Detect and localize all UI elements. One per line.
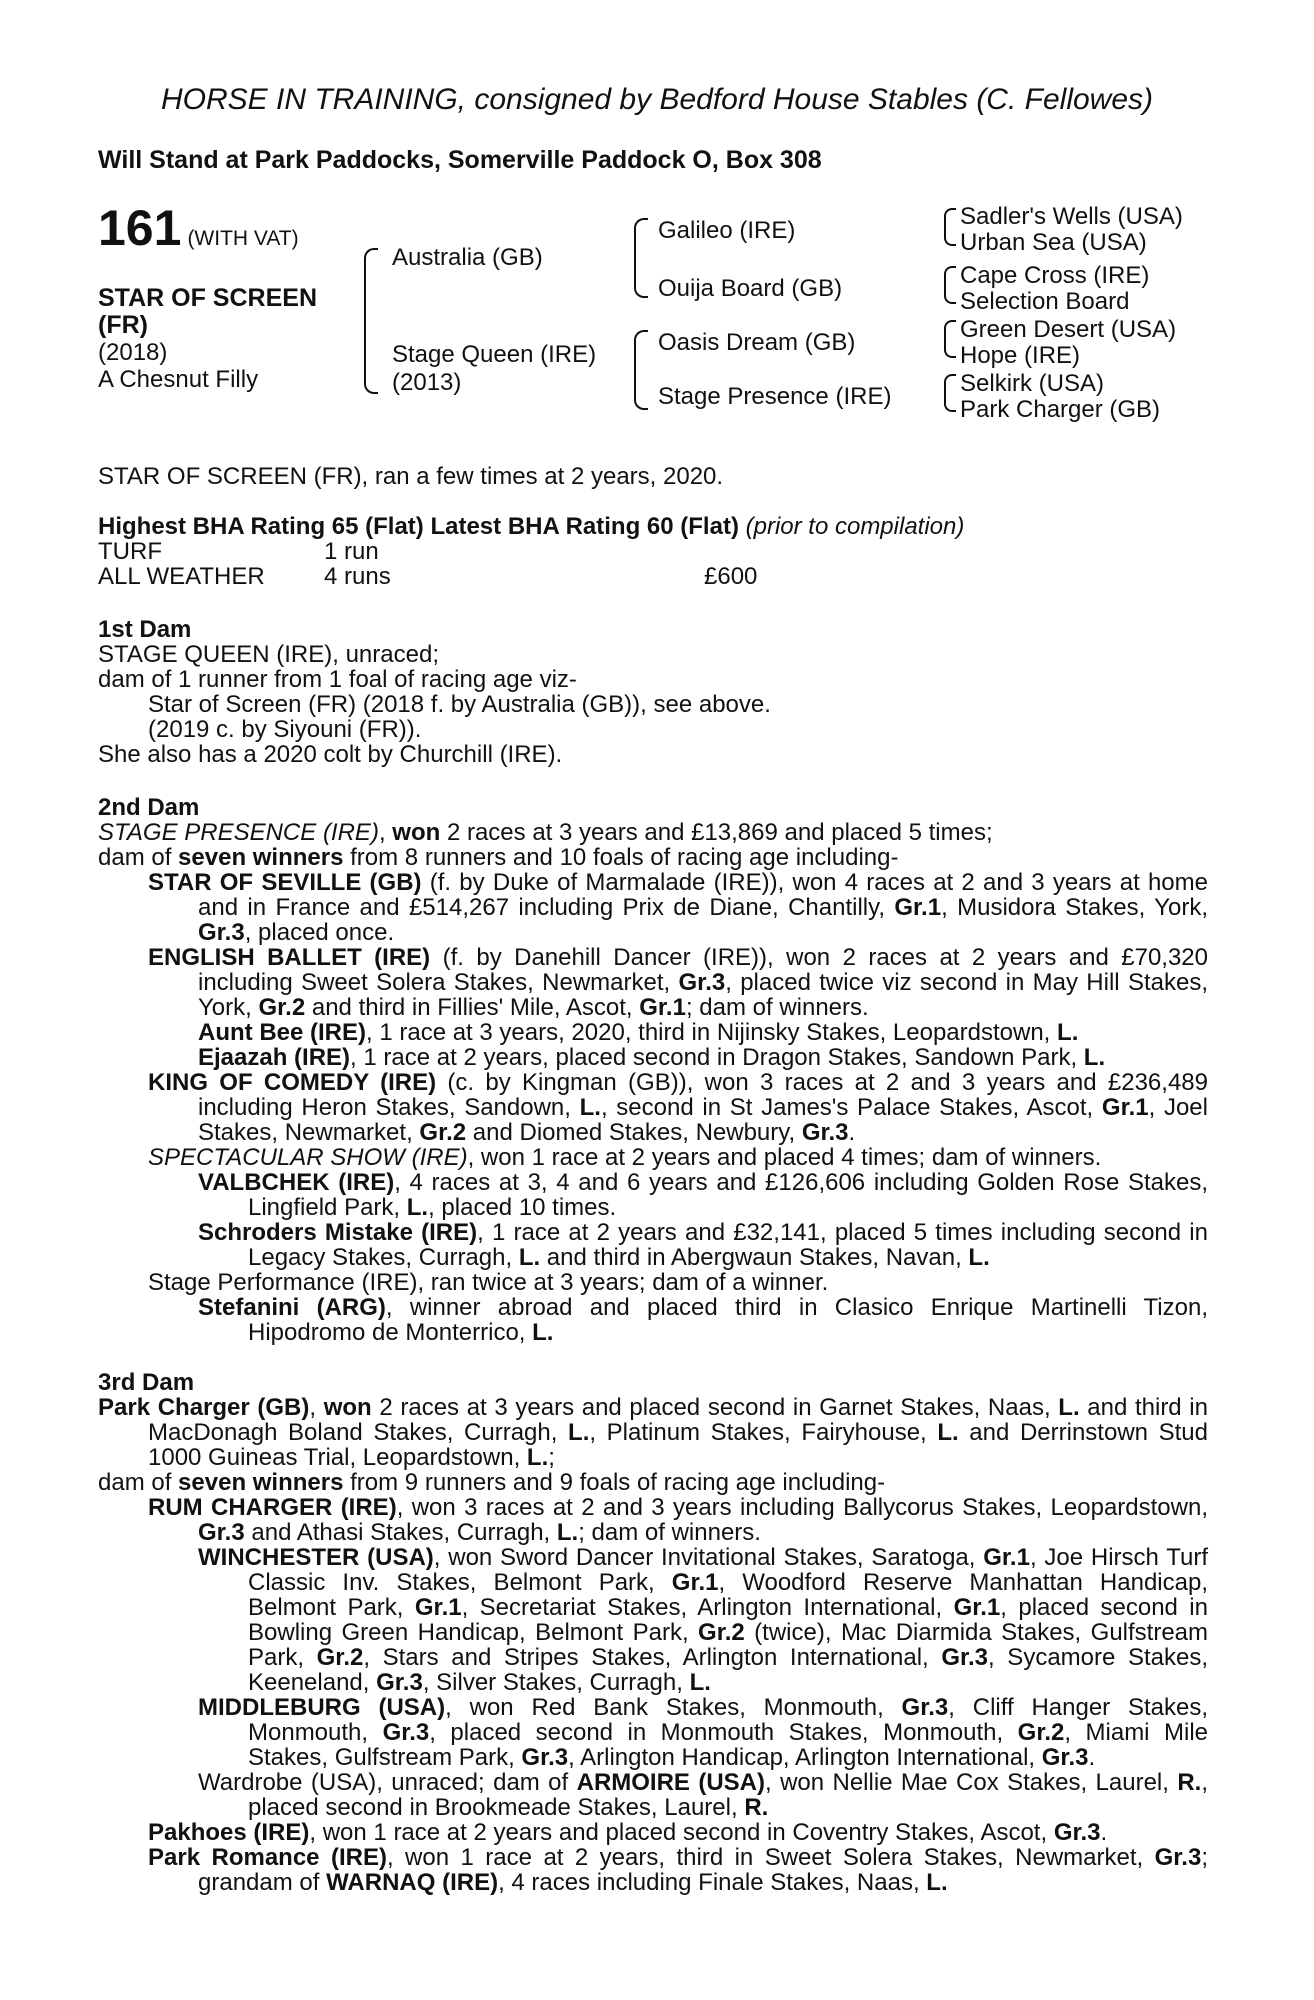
third-dam-line: Park Charger (GB), won 2 races at 3 years and placed second in Garnet Stakes, Naas, L. and third in MacDonagh Boland Stakes, Curragh, L., Platinum Stakes, Fairyhouse, L. and Derrinstown Stud 1000 Guineas Trial, Leopardstown, L.; bbox=[98, 1394, 1208, 1471]
first-dam-line: Star of Screen (FR) (2018 f. by Australia (GB)), see above. bbox=[148, 691, 771, 718]
produce-entry: Park Romance (IRE), won 1 race at 2 years, third in Sweet Solera Stakes, Newmarket, Gr.3; grandam of WARNAQ (IRE), 4 races including Finale Stakes, Naas, L. bbox=[148, 1844, 1208, 1896]
pedigree-brace-g2 bbox=[944, 266, 956, 304]
pedigree-sire-sire: Galileo (IRE) bbox=[658, 217, 796, 244]
produce-entry: Pakhoes (IRE), won 1 race at 2 years and placed second in Coventry Stakes, Ascot, Gr.3. bbox=[148, 1819, 1108, 1846]
lot-number: 161 bbox=[98, 200, 182, 256]
pedigree-brace-g4 bbox=[944, 374, 956, 412]
pedigree-dam: Stage Queen (IRE) bbox=[392, 341, 597, 368]
vat-note: (WITH VAT) bbox=[187, 227, 299, 250]
pedigree-g2: Urban Sea (USA) bbox=[960, 229, 1147, 256]
race-summary: STAR OF SCREEN (FR), ran a few times at 2 years, 2020. bbox=[98, 463, 724, 490]
produce-entry: WINCHESTER (USA), won Sword Dancer Invitational Stakes, Saratoga, Gr.1, Joe Hirsch Turf Classic Inv. Stakes, Belmont Park, Gr.1, Woodford Reserve Manhattan Handicap, Belmont Park, Gr.1, Secretariat Stakes, Arlington International, Gr.1, placed second in Bowling Green Handicap, Belmont Park, Gr.2 (twice), Mac Diarmida Stakes, Gulfstream Park, Gr.2, Stars and Stripes Stakes, Arlington International, Gr.3, Sycamore Stakes, Keeneland, Gr.3, Silver Stakes, Curragh, L. bbox=[198, 1544, 1209, 1696]
pedigree-dam-dam: Stage Presence (IRE) bbox=[658, 383, 892, 410]
bha-rating-label: Highest BHA Rating 65 (Flat) Latest BHA Rating 60 (Flat) bbox=[98, 513, 739, 540]
stand-location: Will Stand at Park Paddocks, Somerville Paddock O, Box 308 bbox=[98, 146, 822, 174]
produce-entry: VALBCHEK (IRE), 4 races at 3, 4 and 6 years and £126,606 including Golden Rose Stakes, Lingfield Park, L., placed 10 times. bbox=[198, 1169, 1208, 1221]
third-dam-section bbox=[98, 1370, 1208, 1895]
lot-number-block bbox=[98, 200, 299, 256]
pedigree-g6: Hope (IRE) bbox=[960, 342, 1081, 369]
bha-rating-note: (prior to compilation) bbox=[745, 513, 965, 540]
horse-description: A Chesnut Filly bbox=[98, 366, 259, 393]
produce-entry: Ejaazah (IRE), 1 race at 2 years, placed second in Dragon Stakes, Sandown Park, L. bbox=[198, 1044, 1106, 1071]
bha-rating-line bbox=[98, 514, 964, 539]
all-weather-runs: 4 runs bbox=[324, 563, 391, 590]
pedigree-g7: Selkirk (USA) bbox=[960, 370, 1105, 397]
pedigree-g5: Green Desert (USA) bbox=[960, 316, 1177, 343]
third-dam-heading: 3rd Dam bbox=[98, 1369, 195, 1396]
all-weather-prize: £600 bbox=[704, 563, 758, 590]
pedigree-g3: Cape Cross (IRE) bbox=[960, 262, 1150, 289]
produce-entry: RUM CHARGER (IRE), won 3 races at 2 and 3 years including Ballycorus Stakes, Leopardstown, Gr.3 and Athasi Stakes, Curragh, L.; dam of winners. bbox=[148, 1494, 1208, 1546]
second-dam-heading: 2nd Dam bbox=[98, 794, 200, 821]
turf-label: TURF bbox=[98, 538, 162, 565]
pedigree-sire: Australia (GB) bbox=[392, 244, 543, 271]
first-dam-section bbox=[98, 617, 1208, 767]
produce-entry: ENGLISH BALLET (IRE) (f. by Danehill Dancer (IRE)), won 2 races at 2 years and £70,320 including Sweet Solera Stakes, Newmarket, Gr.3, placed twice viz second in May Hill Stakes, York, Gr.2 and third in Fillies' Mile, Ascot, Gr.1; dam of winners. bbox=[148, 944, 1209, 1021]
pedigree-dam-sire: Oasis Dream (GB) bbox=[658, 329, 856, 356]
first-dam-line: STAGE QUEEN (IRE), unraced; bbox=[98, 641, 439, 668]
first-dam-line: She also has a 2020 colt by Churchill (IRE). bbox=[98, 741, 563, 768]
pedigree-g1: Sadler's Wells (USA) bbox=[960, 203, 1183, 230]
produce-entry: Aunt Bee (IRE), 1 race at 3 years, 2020, third in Nijinsky Stakes, Leopardstown, L. bbox=[198, 1019, 1079, 1046]
pedigree-brace-sire bbox=[634, 218, 648, 298]
pedigree-dam-year: (2013) bbox=[392, 369, 462, 396]
first-dam-line: dam of 1 runner from 1 foal of racing age viz- bbox=[98, 666, 577, 693]
page-title: HORSE IN TRAINING, consigned by Bedford House Stables (C. Fellowes) bbox=[160, 83, 1154, 116]
pedigree-g4: Selection Board bbox=[960, 288, 1130, 315]
first-dam-heading: 1st Dam bbox=[98, 616, 192, 643]
pedigree-sire-dam: Ouija Board (GB) bbox=[658, 275, 843, 302]
produce-entry: KING OF COMEDY (IRE) (c. by Kingman (GB)), won 3 races at 2 and 3 years and £236,489 including Heron Stakes, Sandown, L., second in St James's Palace Stakes, Ascot, Gr.1, Joel Stakes, Newmarket, Gr.2 and Diomed Stakes, Newbury, Gr.3. bbox=[148, 1069, 1208, 1146]
pedigree-g8: Park Charger (GB) bbox=[960, 396, 1161, 423]
second-dam-line: STAGE PRESENCE (IRE), won 2 races at 3 years and £13,869 and placed 5 times; bbox=[98, 819, 993, 846]
produce-entry: Wardrobe (USA), unraced; dam of ARMOIRE (USA), won Nellie Mae Cox Stakes, Laurel, R., placed second in Brookmeade Stakes, Laurel, R. bbox=[198, 1769, 1208, 1821]
horse-year: (2018) bbox=[98, 339, 168, 366]
produce-entry: SPECTACULAR SHOW (IRE), won 1 race at 2 years and placed 4 times; dam of winners. bbox=[148, 1144, 1102, 1171]
produce-entry: Stefanini (ARG), winner abroad and placed third in Clasico Enrique Martinelli Tizon, Hipodromo de Monterrico, L. bbox=[198, 1294, 1208, 1346]
first-dam-line: (2019 c. by Siyouni (FR)). bbox=[148, 716, 422, 743]
produce-entry: Schroders Mistake (IRE), 1 race at 2 years and £32,141, placed 5 times including second in Legacy Stakes, Curragh, L. and third in Abergwaun Stakes, Navan, L. bbox=[198, 1219, 1208, 1271]
pedigree-brace-g3 bbox=[944, 320, 956, 358]
produce-entry: MIDDLEBURG (USA), won Red Bank Stakes, Monmouth, Gr.3, Cliff Hanger Stakes, Monmouth, Gr.3, placed second in Monmouth Stakes, Monmouth, Gr.2, Miami Mile Stakes, Gulfstream Park, Gr.3, Arlington Handicap, Arlington International, Gr.3. bbox=[198, 1694, 1209, 1771]
all-weather-label: ALL WEATHER bbox=[98, 563, 265, 590]
pedigree-brace-dam bbox=[634, 330, 648, 410]
produce-entry: STAR OF SEVILLE (GB) (f. by Duke of Marmalade (IRE)), won 4 races at 2 and 3 years at home and in France and £514,267 including Prix de Diane, Chantilly, Gr.1, Musidora Stakes, York, Gr.3, placed once. bbox=[148, 869, 1208, 946]
second-dam-line: dam of seven winners from 8 runners and 10 foals of racing age including- bbox=[98, 844, 899, 871]
produce-entry: Stage Performance (IRE), ran twice at 3 years; dam of a winner. bbox=[148, 1269, 829, 1296]
third-dam-line: dam of seven winners from 9 runners and 9 foals of racing age including- bbox=[98, 1469, 886, 1496]
horse-name: STAR OF SCREEN (FR) bbox=[98, 284, 317, 339]
pedigree-brace-g1 bbox=[944, 208, 956, 246]
turf-runs: 1 run bbox=[324, 538, 379, 565]
pedigree-brace-main bbox=[364, 248, 378, 394]
second-dam-section bbox=[98, 795, 1208, 1345]
